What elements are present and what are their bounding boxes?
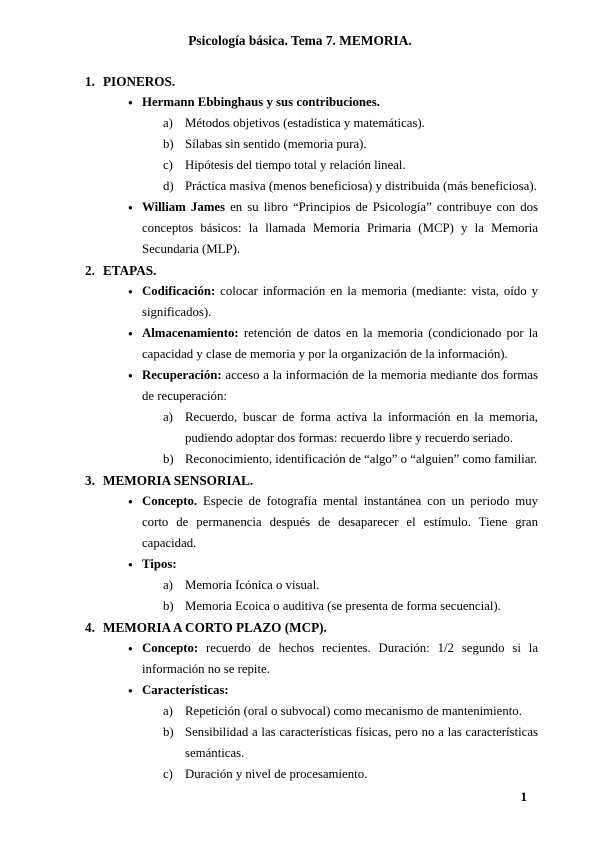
bullet-icon: ●: [128, 560, 133, 569]
list-item-label: b): [163, 725, 174, 739]
page-title: Psicología básica. Tema 7. MEMORIA.: [188, 33, 412, 48]
bullet-item: [85, 92, 538, 113]
list-item: [85, 764, 538, 785]
bullet-text: [142, 323, 538, 365]
section-heading: [85, 470, 538, 491]
list-item-label: b): [163, 599, 174, 613]
list-item-label: c): [163, 767, 173, 781]
list-item: [85, 176, 538, 197]
bullet-item: [85, 323, 538, 365]
bullet-icon: ●: [128, 329, 133, 338]
list-item: [85, 407, 538, 449]
list-item-text: Hipótesis del tiempo total y relación lineal.: [185, 158, 406, 172]
bullet-text: [142, 197, 538, 260]
bullet-text: [142, 554, 538, 575]
bullet-lead: Hermann Ebbinghaus y sus contribuciones.: [142, 95, 380, 109]
bullet-lead: Tipos:: [142, 557, 177, 571]
bullet-item: [85, 365, 538, 407]
bullet-text: [142, 92, 538, 113]
list-item-text: Sensibilidad a las características físicas, pero no a las características semánticas.: [185, 725, 538, 760]
section-title: PIONEROS.: [103, 74, 176, 89]
bullet-lead: Codificación:: [142, 284, 216, 298]
bullet-text: [142, 680, 538, 701]
list-item: [85, 155, 538, 176]
list-item-text: Sílabas sin sentido (memoria pura).: [185, 137, 367, 151]
list-item-text: Duración y nivel de procesamiento.: [185, 767, 368, 781]
bullet-rest: colocar información en la memoria (mediante: vista, oído y significados).: [142, 284, 538, 319]
bullet-text: [142, 491, 538, 554]
list-item-label: a): [163, 116, 173, 130]
list-item-label: b): [163, 452, 174, 466]
list-item: [85, 701, 538, 722]
bullet-icon: ●: [128, 98, 133, 107]
bullet-icon: ●: [128, 287, 133, 296]
bullet-item: [85, 554, 538, 575]
section-title: MEMORIA SENSORIAL.: [103, 473, 254, 488]
bullet-lead: Características:: [142, 683, 229, 697]
bullet-icon: ●: [128, 371, 133, 380]
section-heading: [85, 71, 538, 92]
section-title: ETAPAS.: [103, 263, 157, 278]
section-number: 4.: [85, 620, 95, 635]
section-memoria-sensorial: [85, 470, 538, 617]
bullet-lead: Concepto.: [142, 494, 198, 508]
bullet-rest: Especie de fotografía mental instantánea con un periodo muy corto de permanencia después de desaparecer el estímulo. Tiene gran capacidad.: [142, 494, 538, 550]
bullet-item: [85, 281, 538, 323]
bullet-item: [85, 491, 538, 554]
list-item: [85, 722, 538, 764]
section-title: MEMORIA A CORTO PLAZO (MCP).: [103, 620, 327, 635]
section-etapas: [85, 260, 538, 470]
list-item: [85, 596, 538, 617]
list-item-label: c): [163, 158, 173, 172]
list-item-label: b): [163, 137, 174, 151]
section-number: 1.: [85, 74, 95, 89]
page-number: 1: [520, 789, 527, 804]
section-pioneros: [85, 71, 538, 260]
list-item-text: Memoria Icónica o visual.: [185, 578, 320, 592]
list-item-text: Métodos objetivos (estadística y matemáticas).: [185, 116, 425, 130]
section-number: 3.: [85, 473, 95, 488]
list-item: [85, 134, 538, 155]
list-item-label: a): [163, 578, 173, 592]
bullet-icon: ●: [128, 497, 133, 506]
bullet-rest: acceso a la información de la memoria mediante dos formas de recuperación:: [142, 368, 538, 403]
list-item: [85, 113, 538, 134]
list-item-label: a): [163, 704, 173, 718]
bullet-lead: William James: [142, 200, 226, 214]
bullet-lead: Almacenamiento:: [142, 326, 239, 340]
list-item: [85, 575, 538, 596]
bullet-item: [85, 638, 538, 680]
bullet-icon: ●: [128, 203, 133, 212]
list-item-text: Recuerdo, buscar de forma activa la información en la memoria, pudiendo adoptar dos formas: recuerdo libre y recuerdo seriado.: [185, 410, 538, 445]
list-item-text: Reconocimiento, identificación de “algo” o “alguien” como familiar.: [185, 452, 538, 466]
list-item: [85, 449, 538, 470]
section-number: 2.: [85, 263, 95, 278]
bullet-item: [85, 197, 538, 260]
bullet-icon: ●: [128, 686, 133, 695]
bullet-lead: Recuperación:: [142, 368, 222, 382]
list-item-text: Memoria Ecoica o auditiva (se presenta de forma secuencial).: [185, 599, 501, 613]
list-item-text: Repetición (oral o subvocal) como mecanismo de mantenimiento.: [185, 704, 522, 718]
bullet-icon: ●: [128, 644, 133, 653]
section-heading: [85, 260, 538, 281]
list-item-label: d): [163, 179, 174, 193]
bullet-rest: en su libro “Principios de Psicología” contribuye con dos conceptos básicos: la llamada Memoria Primaria (MCP) y la Memoria Secundaria (MLP).: [142, 200, 538, 256]
bullet-item: [85, 680, 538, 701]
list-item-text: Práctica masiva (menos beneficiosa) y distribuida (más beneficiosa).: [185, 179, 537, 193]
bullet-text: [142, 281, 538, 323]
section-heading: [85, 617, 538, 638]
bullet-lead: Concepto:: [142, 641, 199, 655]
section-memoria-corto-plazo: [85, 617, 538, 785]
list-item-label: a): [163, 410, 173, 424]
bullet-text: [142, 365, 538, 407]
bullet-rest: recuerdo de hechos recientes. Duración: 1/2 segundo si la información no se repite.: [142, 641, 538, 676]
bullet-rest: retención de datos en la memoria (condicionado por la capacidad y clase de memoria y por la organización de la información).: [142, 326, 538, 361]
bullet-text: [142, 638, 538, 680]
